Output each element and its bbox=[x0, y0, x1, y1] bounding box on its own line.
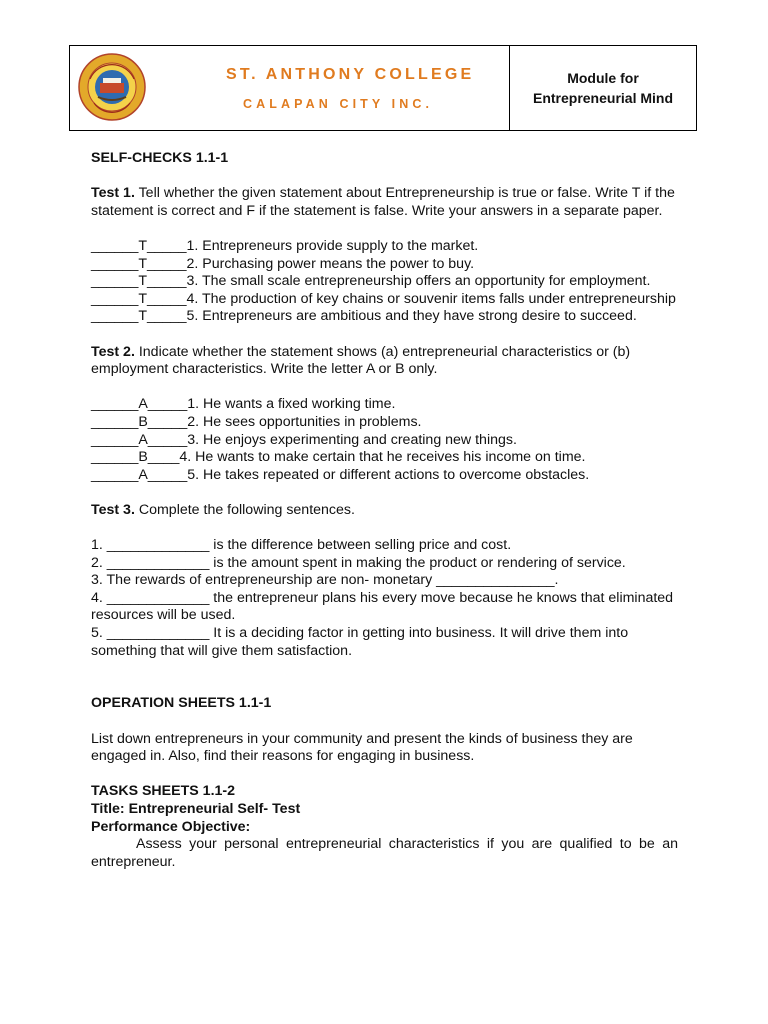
test2-label: Test 2. bbox=[91, 343, 135, 360]
test1-instructions: Test 1. Tell whether the given statement about Entrepreneurship is true or false. Write T if the statement is correct and F if the statement is false. Write your answers in a separate paper. bbox=[91, 185, 675, 219]
test3-item: 4. _____________ the entrepreneur plans his every move because he knows that eliminated resources will be used. bbox=[91, 589, 674, 624]
test1-item: ______T_____3. The small scale entrepreneurship offers an opportunity for employment. ______T_____4. The production of key chains or souvenir items falls under entrepreneurship bbox=[91, 273, 676, 307]
test2-item: ______B____4. He wants to make certain that he receives his income on time. bbox=[91, 449, 586, 466]
operation-sheets-body: List down entrepreneurs in your community and present the kinds of business they are engaged in. Also, find their reasons for engaging in business. bbox=[91, 730, 633, 765]
performance-objective-label: Performance Objective: bbox=[91, 818, 251, 835]
test3-item: 5. _____________ It is a deciding factor in getting into business. It will drive them into something that will give them satisfaction. bbox=[91, 625, 629, 659]
college-city: CALAPAN CITY INC. bbox=[243, 97, 434, 111]
college-header-block bbox=[70, 46, 510, 130]
test2-item: ______A_____5. He takes repeated or different actions to overcome obstacles. bbox=[91, 466, 590, 483]
module-title-line-2: Entrepreneurial Mind bbox=[532, 90, 674, 106]
task-sheets-subtitle: Title: Entrepreneurial Self- Test bbox=[91, 800, 301, 817]
self-checks-title: SELF-CHECKS 1.1-1 bbox=[91, 150, 229, 166]
test1-item: ______T_____1. Entrepreneurs provide supply to the market. bbox=[91, 237, 479, 254]
test3-item: 1. _____________ is the difference between selling price and cost. bbox=[91, 537, 512, 554]
module-title-block bbox=[510, 46, 696, 130]
test1-item: ______T_____2. Purchasing power means the power to buy. bbox=[91, 255, 475, 272]
test3-item: 3. The rewards of entrepreneurship are non- monetary _______________. bbox=[91, 572, 559, 589]
document-body bbox=[91, 150, 678, 871]
test2-item: ______A_____3. He enjoys experimenting and creating new things. bbox=[91, 431, 517, 448]
test1-label: Test 1. bbox=[91, 185, 135, 202]
test3-item: 2. _____________ is the amount spent in making the product or rendering of service. bbox=[91, 554, 626, 571]
test2-instructions: Test 2. Indicate whether the statement shows (a) entrepreneurial characteristics or (b) employment characteristics. Write the letter A or B only. bbox=[91, 343, 631, 378]
test1-item: ______T_____5. Entrepreneurs are ambitious and they have strong desire to succeed. bbox=[91, 308, 637, 325]
test2-item: ______A_____1. He wants a fixed working time. bbox=[91, 396, 396, 413]
operation-sheets-title: OPERATION SHEETS 1.1-1 bbox=[91, 695, 272, 712]
test3-instructions: Test 3. Complete the following sentences. bbox=[91, 501, 355, 518]
document-header bbox=[69, 45, 697, 131]
task-sheets-title: TASKS SHEETS 1.1-2 bbox=[91, 783, 236, 800]
module-title-line-1: Module for bbox=[567, 70, 639, 86]
college-seal-icon bbox=[78, 53, 146, 121]
test3-label: Test 3. bbox=[91, 501, 135, 518]
test2-item: ______B_____2. He sees opportunities in problems. bbox=[91, 413, 422, 430]
college-name: ST. ANTHONY COLLEGE bbox=[226, 66, 475, 83]
performance-objective-text: Assess your personal entrepreneurial characteristics if you are qualified to be an entrepreneur. bbox=[91, 836, 678, 870]
